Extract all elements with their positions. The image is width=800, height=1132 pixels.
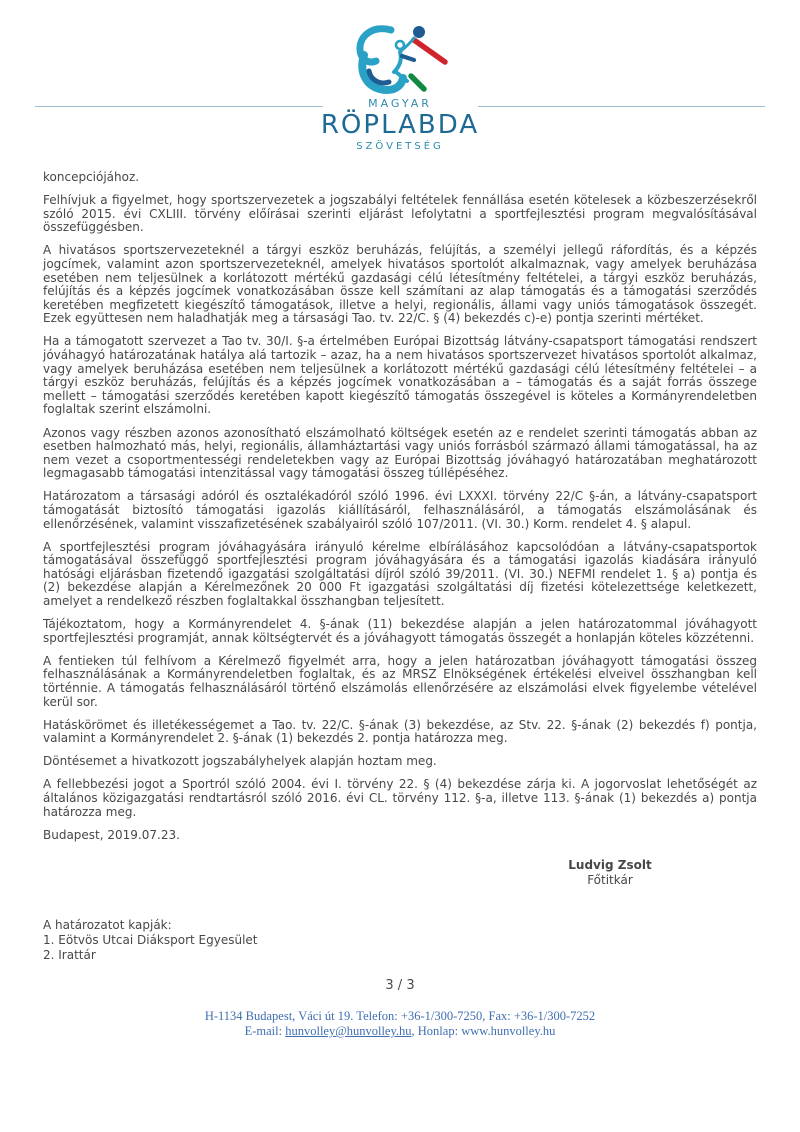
paragraph-fentieken-tul: A fentieken túl felhívom a Kérelmező figyelmét arra, hogy a jelen határozatban jóváhagyott támogatási összeg felhasználásának a Kormányrendeletben foglaltak, és az MRSZ Elnökségének értékelési elveivel összhangban kell történnie. A támogatás felhasználásáról történő elszámolás ellenőrzésére az elszámolási elvek figyelembe vételével kerül sor. [43,653,757,709]
recipient-item: 1. Eötvös Utcai Diáksport Egyesület [43,932,258,947]
email-link[interactable]: hunvolley@hunvolley.hu [285,1024,412,1038]
paragraph-koncepcio: koncepciójához. [43,170,140,184]
recipients-heading: A határozatot kapják: [43,917,172,932]
date-line: Budapest, 2019.07.23. [43,827,180,842]
signature-name: Ludvig Zsolt [568,858,652,873]
org-name-line3: SZÖVETSÉG [356,141,444,152]
footer-address-line: H-1134 Budapest, Váci út 19. Telefon: +36-1/300-7250, Fax: +36-1/300-7252 [204,1009,596,1023]
signature-block [525,859,695,887]
paragraph-fellebbezes: A fellebbezési jogot a Sportról szóló 2004. évi I. törvény 22. § (4) bekezdése zárja ki. A jogorvoslat lehetőségét az általános közigazgatási rendtartásról szóló 2016. évi CL. törvény 112. §-a, illetve 113. §-ának (1) bekezdés a) pontja határozza meg. [43,777,757,819]
org-name-line1: MAGYAR [368,97,432,110]
letter-body [43,171,757,963]
page-footer [0,1009,800,1039]
volleyball-player-icon [356,24,452,98]
paragraph-hatarozatom: Határozatom a társasági adóról és osztalékadóról szóló 1996. évi LXXXI. törvény 22/C §-án, a látvány-csapatsport támogatását biztosító támogatási igazolás kiállításáról, felhasználásáról, a támogatás elszámolásának és ellenőrzésének, valamint visszafizetésének szabályairól szóló 107/2011. (VI. 30.) Korm. rendelet 4. § alapul. [43,489,757,531]
letterhead [0,0,800,168]
org-name-line2: RÖPLABDA [320,110,480,140]
recipient-item: 2. Irattár [43,947,96,962]
paragraph-hataskor: Hatáskörömet és illetékességemet a Tao. tv. 22/C. §-ának (3) bekezdése, az Stv. 22. §-ának (2) bekezdés f) pontja, valamint a Kormányrendelet 2. §-ának (1) bekezdés 2. pontja határozza meg. [43,717,757,746]
paragraph-tamogatott-szervezet: Ha a támogatott szervezet a Tao tv. 30/I. §-a értelmében Európai Bizottság látvány-csapatsport támogatási rendszert jóváhagyó határozatának hatálya alá tartozik – azaz, ha a nem hivatásos sportszervezet hivatásos sportolót alkalmaz, vagy amelyek beruházása esetében nem teljesülnek a korlátozott mértékű gazdasági célú létesítmény feltételei – a tárgyi eszköz beruházás, felújítás és a képzés jogcímek vonatkozásában a – támogatás és a saját forrás összege mellett – támogatási szerződés keretében kapott kiegészítő támogatás összegével is köteles a Kormányrendeletben foglaltak szerint elszámolni. [43,334,757,417]
paragraph-tajekoztatom: Tájékoztatom, hogy a Kormányrendelet 4. §-ának (11) bekezdése alapján a jelen határozatommal jóváhagyott sportfejlesztési programját, annak költségtervét és a jóváhagyott támogatás összegét a honlapján köteles közzétenni. [43,617,757,645]
paragraph-hivatasos: A hivatásos sportszervezeteknél a tárgyi eszköz beruházás, felújítás, a személyi jellegű ráfordítás, és a képzés jogcímek, valamint azon sportszervezeteknél, amelyek hivatásos sportolót alkalmaznak, vagy amelyek beruházása esetében nem teljesülnek a korlátozott mértékű gazdasági célú létesítmény feltételei, a tárgyi eszköz beruházás, felújítás és a képzés jogcímek vonatkozásában össze kell számítani az alap támogatás és a támogatási szerződés keretében megfizetett kiegészítő támogatások, illetve a helyi, regionális, állami vagy uniós támogatások összegét. Ezek együttesen nem haladhatják meg a társasági Tao. tv. 22/C. § (4) bekezdés c)-e) pontja szerinti mértéket. [43,243,757,326]
org-name [0,98,800,152]
footer-honlap-label: , Honlap: [411,1024,462,1038]
website-text: www.hunvolley.hu [461,1024,556,1038]
paragraph-azonos-koltsegek: Azonos vagy részben azonos azonosítható elszámolható költségek esetén az e rendelet szerinti támogatás abban az esetben halmozható más, helyi, regionális, államháztartási vagy uniós forrásból származó állami támogatással, ha az nem vezet a csoportmentességi rendeletekben vagy az Európai Bizottság jóváhagyó határozatában meghatározott legmagasabb támogatási intenzitással vagy támogatási összeg túllépéséhez. [43,425,757,481]
paragraph-kozbeszerzes: Felhívjuk a figyelmet, hogy sportszervezetek a jogszabályi feltételek fennállása esetén kötelesek a közbeszerzésekről szóló 2015. évi CXLIII. törvény előírásai szerinti eljárást lefolytatni a sportfejlesztési program megvalósításával összefüggésben. [43,193,757,235]
recipients-block [43,918,757,963]
paragraph-igazgatasi-dij: A sportfejlesztési program jóváhagyására irányuló kérelme elbírálásához kapcsolódóan a látvány-csapatsportok támogatásával összefüggő sportfejlesztési program jóváhagyására és a támogatási igazolás kiadására irányuló hatósági eljárásban fizetendő igazgatási szolgáltatási díjról szóló 39/2011. (VI. 30.) NEFMI rendelet 1. § a) pontja és (2) bekezdése alapján a Kérelmezőnek 20 000 Ft igazgatási szolgáltatási díj fizetési kötelezettsége keletkezett, amelyet a rendelkező részben foglaltakkal összhangban teljesített. [43,539,757,609]
paragraph-dontesem: Döntésemet a hivatkozott jogszabályhelyek alapján hoztam meg. [43,754,437,769]
signature-title: Főtitkár [587,872,633,887]
footer-email-label: E-mail: [244,1024,286,1038]
footer-contact-line [0,1024,800,1039]
page-number: 3 / 3 [385,978,415,993]
